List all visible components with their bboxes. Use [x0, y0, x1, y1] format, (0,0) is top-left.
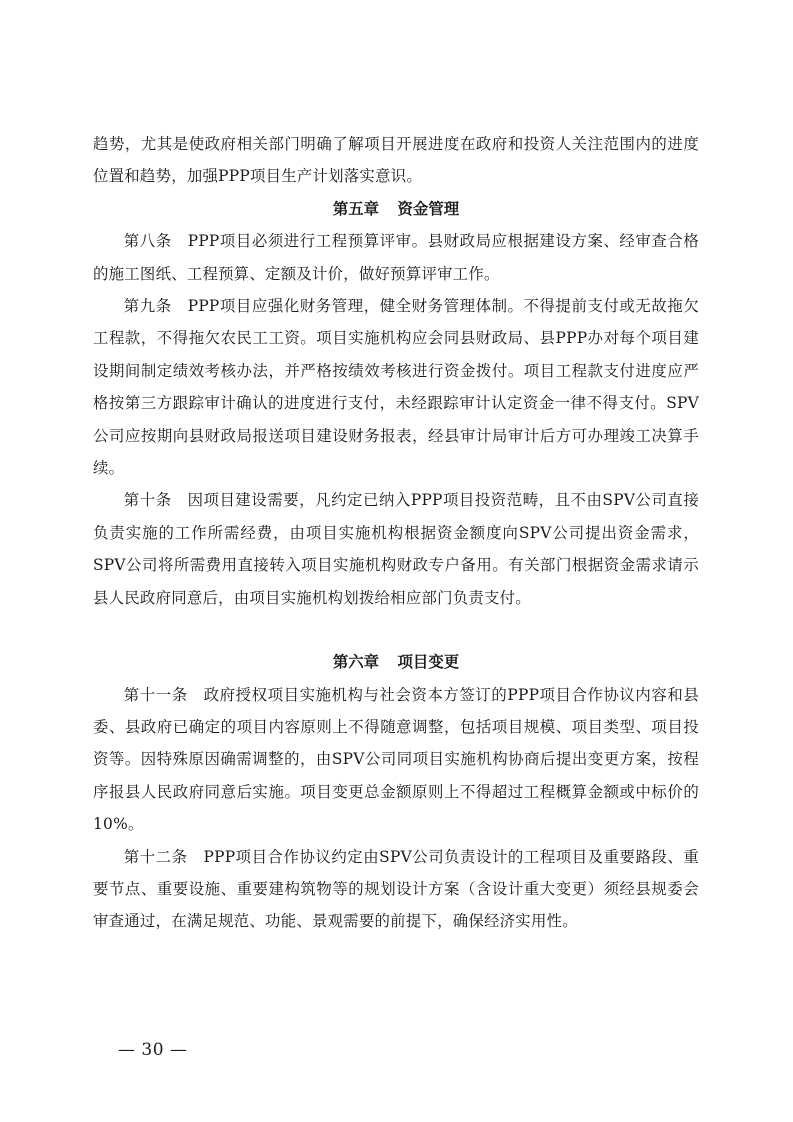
article-nine: 第九条 PPP项目应强化财务管理，健全财务管理体制。不得提前支付或无故拖欠工程款，不得拖欠农民工工资。项目实施机构应会同县财政局、县PPP办对每个项目建设期间制定绩效考核办法，并严格按绩效考核进行资金拨付。项目工程款支付进度应严格按第三方跟踪审计确认的进度进行支付，未经跟踪审计认定资金一律不得支付。SPV公司应按期向县财政局报送项目建设财务报表，经县审计局审计后方可办理竣工决算手续。 [93, 297, 699, 478]
page-number: — 30 — [118, 1040, 188, 1060]
chapter-five-heading [93, 193, 699, 225]
chapter-six-heading [93, 646, 699, 678]
article-twelve: 第十二条 PPP项目合作协议约定由SPV公司负责设计的工程项目及重要路段、重要节点、重要设施、重要建构筑物等的规划设计方案（含设计重大变更）须经县规委会审查通过，在满足规范、功能、景观需要的前提下，确保经济实用性。 [93, 847, 699, 931]
intro-paragraph: 趋势，尤其是使政府相关部门明确了解项目开展进度在政府和投资人关注范围内的进度位置和趋势，加强PPP项目生产计划落实意识。 [93, 135, 699, 186]
chapter-six-title: 项目变更 [397, 653, 460, 672]
article-ten: 第十条 因项目建设需要，凡约定已纳入PPP项目投资范畴，且不由SPV公司直接负责实施的工作所需经费，由项目实施机构根据资金额度向SPV公司提出资金需求，SPV公司将所需费用直接转入项目实施机构财政专户备用。有关部门根据资金需求请示县人民政府同意后，由项目实施机构划拨给相应部门负责支付。 [93, 491, 699, 607]
document-page [93, 128, 699, 938]
article-eleven: 第十一条 政府授权项目实施机构与社会资本方签订的PPP项目合作协议内容和县委、县政府已确定的项目内容原则上不得随意调整，包括项目规模、项目类型、项目投资等。因特殊原因确需调整的，由SPV公司同项目实施机构协商后提出变更方案，按程序报县人民政府同意后实施。项目变更总金额原则上不得超过工程概算金额或中标价的10%。 [93, 685, 699, 834]
chapter-five-title: 资金管理 [397, 199, 460, 218]
chapter-six-number: 第六章 [332, 653, 380, 672]
section-spacer [93, 614, 699, 646]
chapter-five-number: 第五章 [332, 199, 380, 218]
article-eight: 第八条 PPP项目必须进行工程预算评审。县财政局应根据建设方案、经审查合格的施工图纸、工程预算、定额及计价，做好预算评审工作。 [93, 232, 699, 283]
